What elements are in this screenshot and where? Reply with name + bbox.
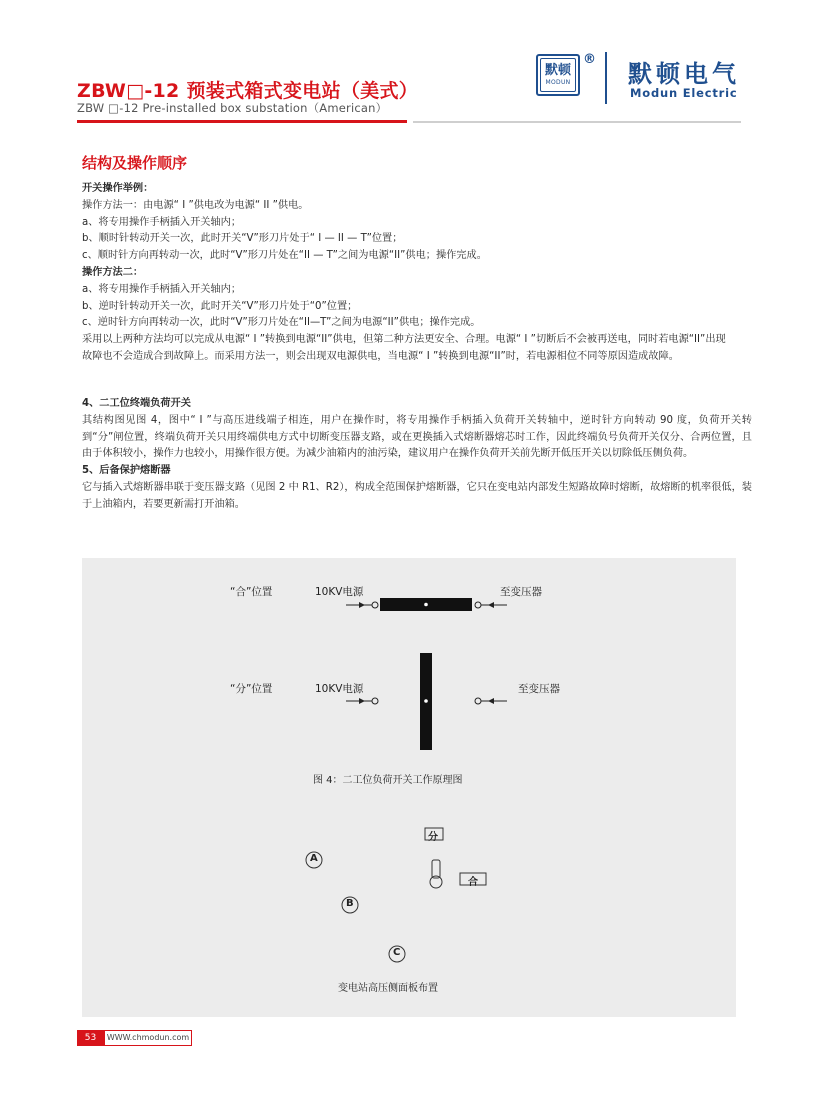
target-label-open: 至变压器	[518, 683, 560, 695]
page-number: 53	[77, 1030, 104, 1046]
circle-b-label: B	[346, 898, 354, 909]
section-title: 结构及操作顺序	[82, 154, 188, 172]
brand-logo	[536, 54, 580, 96]
open-position-label: “分”位置	[230, 683, 273, 695]
subsection-4-title: 4、二工位终端负荷开关	[82, 398, 191, 409]
circle-a-label: A	[310, 853, 318, 864]
panel-layout-caption: 变电站高压侧面板布置	[338, 983, 438, 994]
text-line: c、逆时针方向再转动一次，此时“V”形刀片处在“II—T”之间为电源“II”供电；操作完成。	[82, 317, 481, 329]
pivot-icon	[424, 603, 428, 607]
source-label-closed: 10KV电源	[315, 586, 364, 598]
switch-diagram	[82, 558, 736, 1017]
subsection-4-text: 其结构图见图 4，图中“ I ”与高压进线端子相连，用户在操作时，将专用操作手柄插入负荷开关转轴中，逆时针方向转动 90 度，负荷开关转到“分”闸位置，终端负荷开关只用终端供电方式中切断变压器支路，或在更换插入式熔断器熔芯时工作，因此终端负号负荷开关仅分、合两位置，且由于体积较小，操作力也较小，用操作很方便。为减少油箱内的油污染，建议用户在操作负荷开关前先断开低压开关以切除低压侧负荷。	[82, 414, 752, 460]
text-line: a、将专用操作手柄插入开关轴内；	[82, 283, 242, 295]
subsections	[82, 396, 752, 514]
subsection-5-text: 它与插入式熔断器串联于变压器支路（见图 2 中 R1、R2），构成全范围保护熔断器，它只在变电站内部发生短路故障时熔断，故熔断的机率很低，装于上油箱内，若要更新需打开油箱。	[82, 481, 752, 510]
terminal-icon	[475, 602, 481, 608]
text-line: 操作方法一：由电源“ I ”供电改为电源“ II ”供电。	[82, 199, 309, 211]
brand-name-cn: 默顿电气	[628, 60, 740, 88]
arrow-left-icon	[488, 602, 494, 608]
arrow-right-icon	[359, 698, 365, 704]
panel-open-label: 分	[428, 832, 438, 843]
open-switch-diagram	[346, 653, 507, 750]
terminal-icon	[372, 698, 378, 704]
terminal-icon	[372, 602, 378, 608]
text-line: 操作方法二：	[82, 266, 144, 278]
text-line: 故障也不会造成合到故障上。而采用方法一，则会出现双电源供电，当电源“ I ”转换到电源“II”时，若电源相位不同等原因造成故障。	[82, 350, 679, 362]
circle-c-label: C	[393, 947, 401, 958]
registered-mark: ®	[583, 52, 596, 67]
text-line: c、顺时针方向再转动一次，此时“V”形刀片处在“II — T”之间为电源“II”供电；操作完成。	[82, 250, 487, 262]
logo-text-en: MODUN	[545, 79, 571, 86]
source-label-open: 10KV电源	[315, 683, 364, 695]
arrow-right-icon	[359, 602, 365, 608]
panel-closed-label: 合	[468, 877, 478, 888]
terminal-icon	[475, 698, 481, 704]
header-gray-rule	[413, 121, 741, 123]
closed-position-label: “合”位置	[230, 586, 273, 598]
brand-name-en: Modun Electric	[630, 86, 738, 100]
page-title: ZBW□-12 预装式箱式变电站（美式）	[77, 80, 419, 102]
brand-divider	[605, 52, 607, 104]
page-subtitle: ZBW □-12 Pre-installed box substation（American）	[77, 101, 388, 115]
text-line: b、逆时针转动开关一次，此时开关“V”形刀片处于“0”位置；	[82, 300, 358, 312]
pivot-icon	[424, 699, 428, 703]
target-label-closed: 至变压器	[500, 586, 542, 598]
text-line: 开关操作举例：	[82, 183, 154, 194]
closed-switch-diagram	[346, 598, 507, 611]
logo-text-cn: 默顿	[544, 63, 571, 78]
operation-steps	[82, 181, 752, 366]
header-red-rule	[77, 120, 407, 123]
arrow-left-icon	[488, 698, 494, 704]
website-link[interactable]: WWW.chmodun.com	[104, 1030, 192, 1046]
subsection-5-title: 5、后备保护熔断器	[82, 465, 171, 477]
figure-panel	[82, 558, 736, 1017]
figure-4-caption: 图 4：二工位负荷开关工作原理图	[313, 775, 463, 786]
text-line: a、将专用操作手柄插入开关轴内；	[82, 216, 242, 228]
handle-slot-icon	[432, 860, 440, 878]
text-line: b、顺时针转动开关一次，此时开关“V”形刀片处于“ I — II — T”位置；	[82, 233, 403, 245]
text-line: 采用以上两种方法均可以完成从电源“ I ”转换到电源“II”供电，但第二种方法更安全、合理。电源“ I ”切断后不会被再送电，同时若电源“II”出现	[82, 334, 726, 346]
